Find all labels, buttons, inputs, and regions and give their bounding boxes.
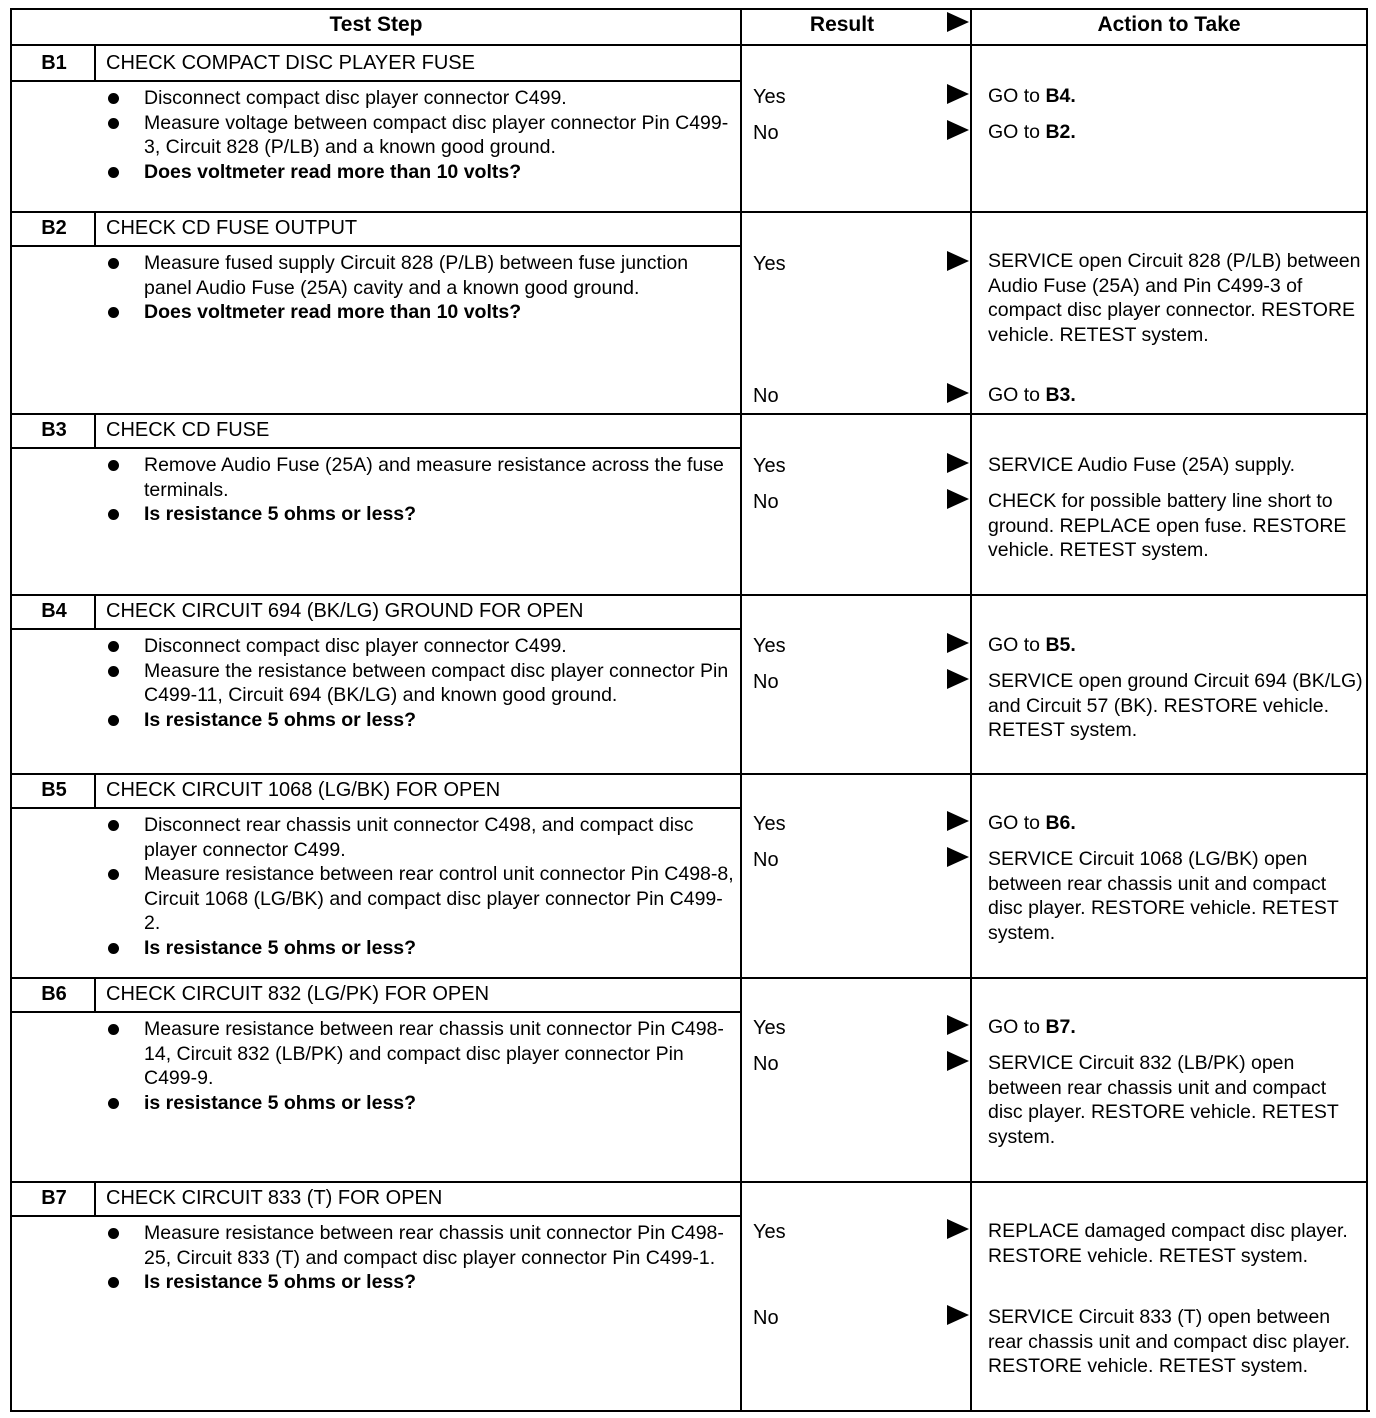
step-title-underline [10, 628, 740, 630]
step-instructions [104, 634, 734, 732]
bullet-icon [108, 641, 119, 652]
instruction-text: Measure resistance between rear chassis unit connector Pin C498-25, Circuit 833 (T) and compact disc player connector Pin C499-1. [144, 1222, 724, 1269]
instruction-text: Does voltmeter read more than 10 volts? [144, 160, 522, 183]
action-punctuation: . [1070, 634, 1076, 656]
check-question [104, 708, 734, 733]
result-column-divider [740, 8, 742, 1412]
step-id: B5 [41, 779, 67, 801]
action-instruction: REPLACE damaged compact disc player. RESTORE vehicle. RETEST system. [988, 1220, 1348, 1267]
bullet-icon [108, 167, 119, 178]
bullet-icon [108, 118, 119, 129]
step-id-divider [94, 46, 96, 82]
no-result-label: No [753, 491, 779, 513]
check-question [104, 160, 734, 185]
check-question [104, 502, 734, 527]
instruction-item [104, 634, 734, 659]
instruction-item [104, 111, 734, 160]
result-arrow-icon [947, 120, 969, 140]
instruction-text: Disconnect compact disc player connector C499. [144, 87, 567, 109]
check-question [104, 300, 734, 325]
step-title: CHECK CIRCUIT 832 (LG/PK) FOR OPEN [106, 983, 490, 1005]
action-punctuation: . [1070, 85, 1076, 107]
instruction-text: Is resistance 5 ohms or less? [144, 1271, 417, 1293]
action-instruction: GO to [988, 384, 1046, 406]
step-reference-link[interactable]: B3 [1045, 384, 1071, 406]
check-question [104, 1091, 734, 1116]
step-instructions [104, 453, 734, 527]
step-title-underline [10, 80, 740, 82]
yes-result-label: Yes [753, 86, 786, 108]
instruction-text: Disconnect rear chassis unit connector C498, and compact disc player connector C499. [144, 814, 694, 861]
action-instruction: GO to [988, 121, 1046, 143]
bullet-icon [108, 1024, 119, 1035]
action-text [988, 811, 1364, 836]
instruction-item [104, 862, 734, 936]
action-punctuation: . [1070, 121, 1076, 143]
instruction-text: Is resistance 5 ohms or less? [144, 936, 417, 959]
instruction-text: Measure the resistance between compact disc player connector Pin C499-11, Circuit 694 (BK/LG) and known good ground. [144, 659, 729, 706]
table-bottom-border [10, 1410, 1370, 1412]
result-arrow-icon [947, 1015, 969, 1035]
step-instructions [104, 86, 734, 184]
step-title: CHECK CD FUSE OUTPUT [106, 217, 358, 239]
step-reference-link[interactable]: B4 [1045, 85, 1071, 107]
result-arrow-icon [947, 847, 969, 867]
bullet-icon [108, 943, 119, 954]
step-id-divider [94, 773, 96, 809]
step-instructions [104, 813, 734, 960]
header-test-step: Test Step [329, 13, 423, 36]
result-arrow-icon [947, 1305, 969, 1325]
action-instruction: SERVICE Circuit 833 (T) open between rear chassis unit and compact disc player. RESTORE vehicle. RETEST system. [988, 1306, 1351, 1377]
no-result-label: No [753, 671, 779, 693]
instruction-item [104, 1221, 734, 1270]
action-text [988, 383, 1364, 408]
bullet-icon [108, 93, 119, 104]
step-reference-link[interactable]: B7 [1045, 1016, 1071, 1038]
action-instruction: GO to [988, 634, 1046, 656]
step-id-divider [94, 1181, 96, 1217]
action-text [988, 120, 1364, 145]
action-text [988, 1015, 1364, 1040]
action-instruction: GO to [988, 85, 1046, 107]
bullet-icon [108, 1277, 119, 1288]
instruction-text: Measure fused supply Circuit 828 (P/LB) between fuse junction panel Audio Fuse (25A) cavity and a known good ground. [144, 252, 689, 299]
action-text [988, 1219, 1364, 1268]
bullet-icon [108, 666, 119, 677]
instruction-text: Measure voltage between compact disc player connector Pin C499-3, Circuit 828 (P/LB) and a known good ground. [144, 111, 729, 158]
step-id-divider [94, 413, 96, 449]
bullet-icon [108, 460, 119, 471]
step-instructions [104, 1221, 734, 1295]
step-reference-link[interactable]: B2 [1045, 121, 1071, 143]
yes-result-label: Yes [753, 1017, 786, 1039]
result-arrow-icon [947, 633, 969, 653]
no-result-label: No [753, 1307, 779, 1329]
step-instructions [104, 1017, 734, 1115]
step-id: B3 [41, 419, 67, 441]
table-top-border [10, 8, 1368, 10]
action-instruction: GO to [988, 1016, 1046, 1038]
header-row-divider [10, 44, 1368, 46]
check-question [104, 936, 734, 961]
result-arrow-icon [947, 1051, 969, 1071]
result-arrow-icon [947, 251, 969, 271]
action-punctuation: . [1070, 384, 1076, 406]
table-left-border [10, 8, 12, 1412]
bullet-icon [108, 1228, 119, 1239]
yes-result-label: Yes [753, 813, 786, 835]
step-title-underline [10, 447, 740, 449]
action-text [988, 249, 1364, 347]
step-reference-link[interactable]: B5 [1045, 634, 1071, 656]
step-id-divider [94, 977, 96, 1013]
action-instruction: CHECK for possible battery line short to ground. REPLACE open fuse. RESTORE vehicle. RETEST system. [988, 490, 1347, 561]
instruction-item [104, 1017, 734, 1091]
step-reference-link[interactable]: B6 [1045, 812, 1071, 834]
step-id-divider [94, 211, 96, 247]
instruction-text: Measure resistance between rear chassis unit connector Pin C498-14, Circuit 832 (LB/PK) and compact disc player connector Pin C499-9. [144, 1018, 724, 1089]
step-title-underline [10, 1011, 740, 1013]
step-title-underline [10, 807, 740, 809]
instruction-text: is resistance 5 ohms or less? [144, 1091, 417, 1114]
instruction-item [104, 659, 734, 708]
action-text [988, 633, 1364, 658]
action-text [988, 489, 1364, 563]
action-text [988, 1051, 1364, 1149]
action-instruction: SERVICE Audio Fuse (25A) supply. [988, 454, 1296, 476]
action-text [988, 453, 1364, 478]
result-arrow-icon [947, 383, 969, 403]
header-action-to-take: Action to Take [1097, 13, 1241, 36]
instruction-text: Disconnect compact disc player connector C499. [144, 635, 567, 657]
instruction-text: Does voltmeter read more than 10 volts? [144, 301, 522, 323]
action-text [988, 84, 1364, 109]
instruction-item [104, 86, 734, 111]
step-title: CHECK COMPACT DISC PLAYER FUSE [106, 52, 475, 74]
action-text [988, 669, 1364, 743]
instruction-text: Is resistance 5 ohms or less? [144, 503, 417, 525]
instruction-item [104, 813, 734, 862]
result-arrow-icon [947, 811, 969, 831]
action-instruction: SERVICE Circuit 1068 (LG/BK) open between rear chassis unit and compact disc player. RESTORE vehicle. RETEST system. [988, 848, 1339, 944]
step-title: CHECK CD FUSE [106, 419, 270, 441]
action-text [988, 847, 1364, 945]
step-title: CHECK CIRCUIT 833 (T) FOR OPEN [106, 1187, 443, 1209]
instruction-item [104, 251, 734, 300]
result-arrow-icon [947, 84, 969, 104]
action-text [988, 1305, 1364, 1379]
instruction-text: Is resistance 5 ohms or less? [144, 708, 417, 731]
step-title: CHECK CIRCUIT 694 (BK/LG) GROUND FOR OPEN [106, 600, 584, 622]
yes-result-label: Yes [753, 635, 786, 657]
no-result-label: No [753, 849, 779, 871]
step-title: CHECK CIRCUIT 1068 (LG/BK) FOR OPEN [106, 779, 501, 801]
action-instruction: SERVICE open ground Circuit 694 (BK/LG) and Circuit 57 (BK). RESTORE vehicle. RETEST system. [988, 670, 1363, 741]
header-arrow-icon [947, 12, 969, 32]
step-id: B2 [41, 217, 67, 239]
action-instruction: SERVICE Circuit 832 (LB/PK) open between rear chassis unit and compact disc player. RESTORE vehicle. RETEST system. [988, 1052, 1339, 1148]
bullet-icon [108, 509, 119, 520]
step-id: B6 [41, 983, 67, 1005]
bullet-icon [108, 307, 119, 318]
no-result-label: No [753, 1053, 779, 1075]
bullet-icon [108, 869, 119, 880]
yes-result-label: Yes [753, 455, 786, 477]
instruction-text: Remove Audio Fuse (25A) and measure resistance across the fuse terminals. [144, 454, 724, 501]
step-id: B7 [41, 1187, 67, 1209]
header-result: Result [809, 13, 875, 36]
result-arrow-icon [947, 453, 969, 473]
result-arrow-icon [947, 669, 969, 689]
action-instruction: SERVICE open Circuit 828 (P/LB) between Audio Fuse (25A) and Pin C499-3 of compact disc player connector. RESTORE vehicle. RETEST system. [988, 250, 1361, 346]
action-punctuation: . [1070, 1016, 1076, 1038]
bullet-icon [108, 258, 119, 269]
table-right-border [1366, 8, 1368, 1412]
result-arrow-icon [947, 1219, 969, 1239]
no-result-label: No [753, 122, 779, 144]
step-title-underline [10, 1215, 740, 1217]
yes-result-label: Yes [753, 253, 786, 275]
step-instructions [104, 251, 734, 325]
action-column-divider [970, 8, 972, 1412]
step-title-underline [10, 245, 740, 247]
yes-result-label: Yes [753, 1221, 786, 1243]
bullet-icon [108, 1098, 119, 1109]
result-arrow-icon [947, 489, 969, 509]
bullet-icon [108, 715, 119, 726]
step-id: B1 [41, 52, 67, 74]
step-id-divider [94, 594, 96, 630]
instruction-text: Measure resistance between rear control unit connector Pin C498-8, Circuit 1068 (LG/BK) and compact disc player connector Pin C499-2. [144, 863, 734, 934]
action-instruction: GO to [988, 812, 1046, 834]
step-id: B4 [41, 600, 67, 622]
check-question [104, 1270, 734, 1295]
bullet-icon [108, 820, 119, 831]
action-punctuation: . [1070, 812, 1076, 834]
no-result-label: No [753, 385, 779, 407]
instruction-item [104, 453, 734, 502]
